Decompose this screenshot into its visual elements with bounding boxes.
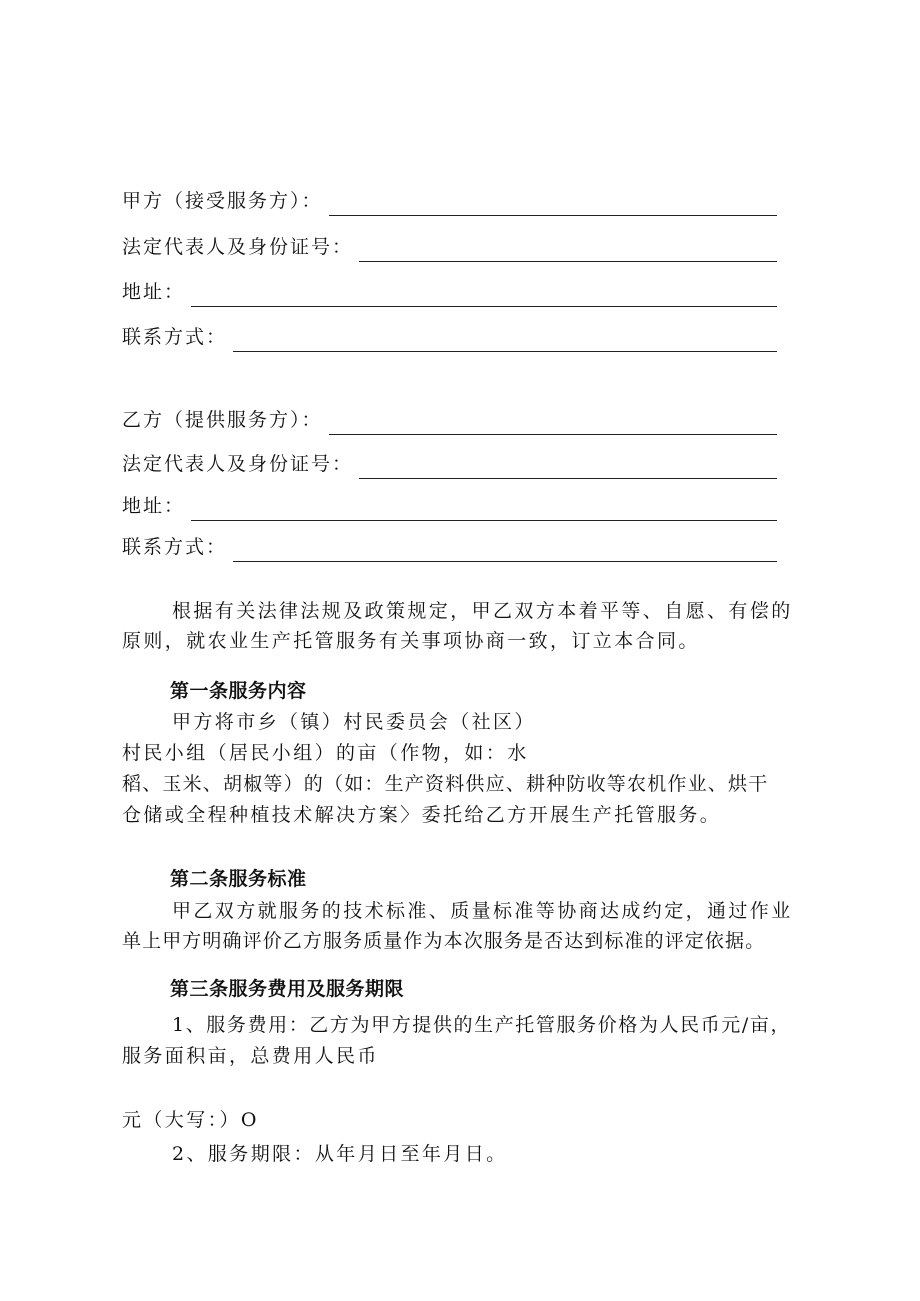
article-3-heading: 第三条服务费用及服务期限 (170, 978, 405, 1000)
article-2-heading: 第二条服务标准 (170, 868, 307, 890)
party-a-name-field (122, 186, 777, 216)
party-a-rep-blank[interactable] (359, 237, 777, 262)
intro-line-2: 原则，就农业生产托管服务有关事项协商一致，订立本合同。 (122, 630, 700, 652)
party-a-address-field (122, 277, 777, 307)
article-3-line-1: 1、服务费用：乙方为甲方提供的生产托管服务价格为人民币元/亩， (172, 1014, 792, 1036)
party-b-rep-field (122, 449, 777, 479)
article-3-line-2: 服务面积亩，总费用人民币 (122, 1045, 379, 1067)
party-b-contact-blank[interactable] (233, 537, 777, 562)
party-b-address-blank[interactable] (191, 496, 777, 521)
party-b-address-label: 地址： (122, 495, 186, 517)
article-1-line-4: 仓储或全程种植技术解决方案〉委托给乙方开展生产托管服务。 (122, 804, 722, 826)
party-a-rep-label: 法定代表人及身份证号： (122, 236, 354, 258)
party-b-name-field (122, 405, 777, 435)
party-b-rep-blank[interactable] (359, 454, 777, 479)
party-a-contact-field (122, 322, 777, 352)
party-b-contact-field (122, 532, 777, 562)
party-b-contact-label: 联系方式： (122, 536, 228, 558)
party-a-contact-blank[interactable] (233, 327, 777, 352)
article-2-line-2: 单上甲方明确评价乙方服务质量作为本次服务是否达到标准的评定依据。 (122, 930, 766, 952)
party-a-address-blank[interactable] (191, 282, 777, 307)
party-b-name-label: 乙方（提供服务方）： (122, 409, 323, 431)
article-1-heading: 第一条服务内容 (170, 680, 307, 702)
intro-line-1: 根据有关法律法规及政策规定，甲乙双方本着平等、自愿、有偿的 (172, 600, 793, 622)
party-b-name-blank[interactable] (329, 410, 777, 435)
article-3-line-4: 2、服务期限：从年月日至年月日。 (172, 1143, 508, 1165)
party-b-address-field (122, 491, 777, 521)
article-1-line-2: 村民小组（居民小组）的亩（作物，如：水 (122, 742, 529, 764)
article-1-line-3: 稻、玉米、胡椒等）的（如：生产资料供应、耕种防收等农机作业、烘干 (122, 773, 769, 795)
article-2-line-1: 甲乙双方就服务的技术标准、质量标准等协商达成约定，通过作业 (172, 900, 793, 922)
party-a-name-label: 甲方（接受服务方）： (122, 190, 323, 212)
article-1-line-1: 甲方将市乡（镇）村民委员会（社区） (172, 711, 536, 733)
party-a-contact-label: 联系方式： (122, 326, 228, 348)
party-a-address-label: 地址： (122, 281, 186, 303)
party-b-rep-label: 法定代表人及身份证号： (122, 453, 354, 475)
article-3-line-3: 元（大写：）O (122, 1109, 259, 1131)
party-a-rep-field (122, 232, 777, 262)
party-a-name-blank[interactable] (329, 191, 777, 216)
